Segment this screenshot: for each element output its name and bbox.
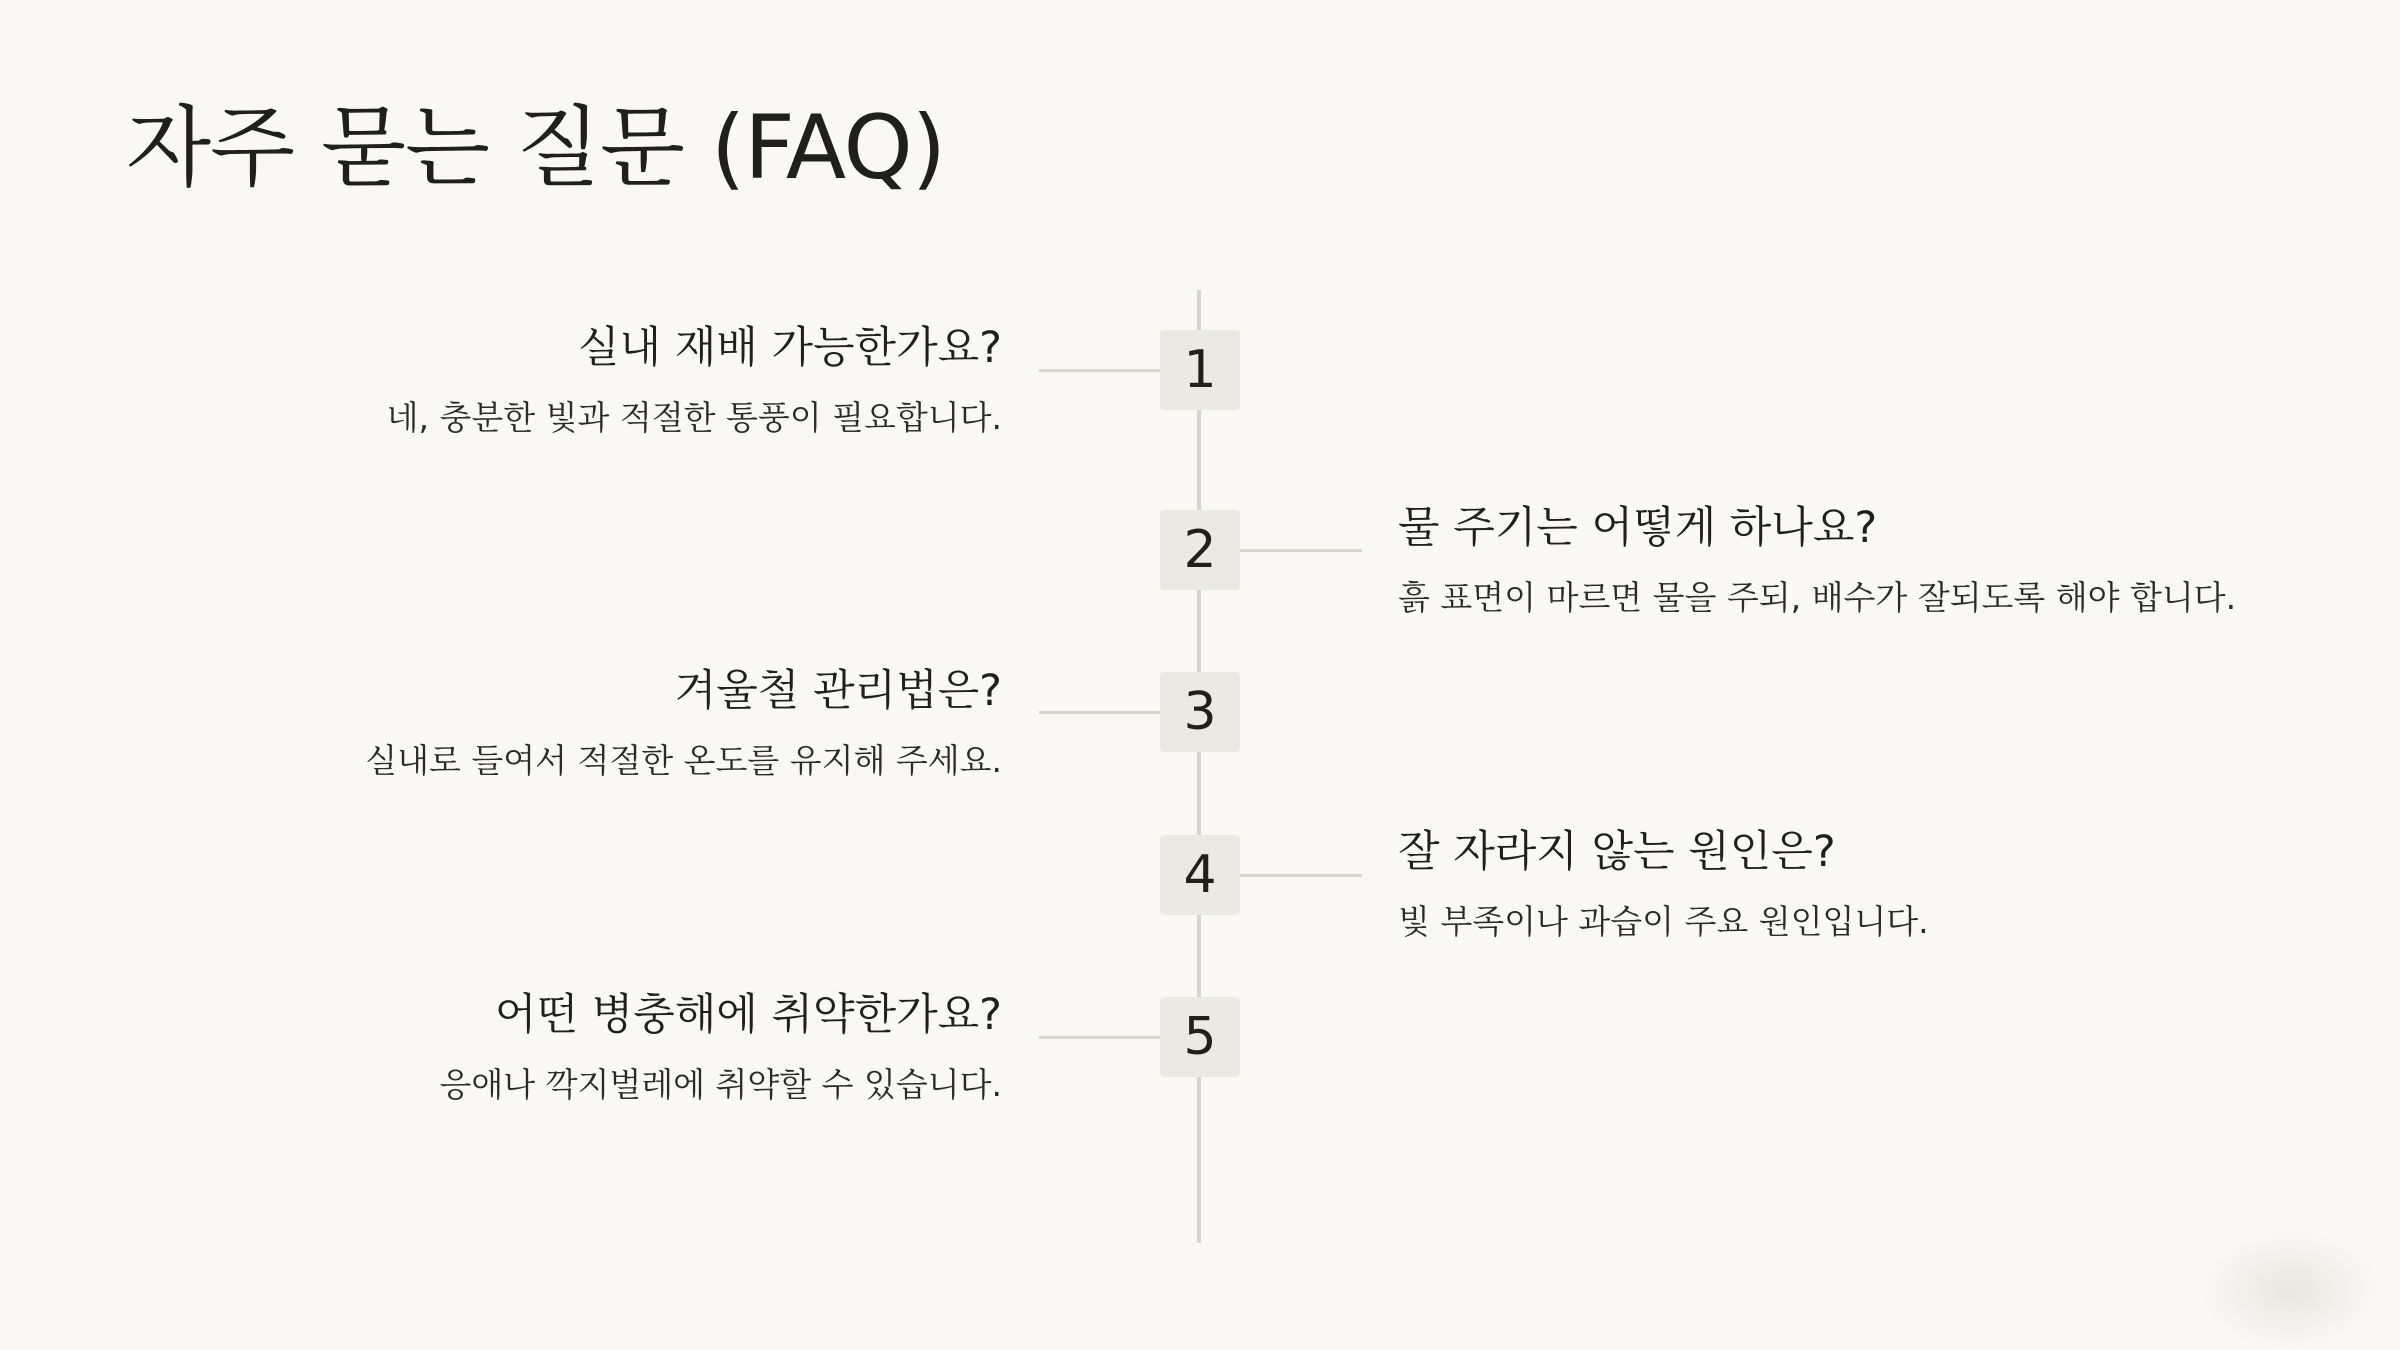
faq-answer-1: 네, 충분한 빛과 적절한 통풍이 필요합니다. bbox=[386, 398, 1002, 437]
faq-answer-3: 실내로 들여서 적절한 온도를 유지해 주세요. bbox=[365, 741, 1002, 780]
faq-question-1: 실내 재배 가능한가요? bbox=[577, 323, 1002, 373]
faq-answer-2: 흙 표면이 마르면 물을 주되, 배수가 잘되도록 해야 합니다. bbox=[1398, 578, 2237, 617]
faq-answer-4: 빛 부족이나 과습이 주요 원인입니다. bbox=[1398, 902, 1929, 941]
faq-number-5: 5 bbox=[1160, 997, 1240, 1077]
faq-item-1 bbox=[302, 320, 1002, 440]
faq-question-3: 겨울철 관리법은? bbox=[674, 666, 1002, 716]
connector-5 bbox=[1039, 1036, 1161, 1039]
faq-item-3 bbox=[302, 663, 1002, 783]
faq-number-2: 2 bbox=[1160, 510, 1240, 590]
faq-answer-5: 응애나 깍지벌레에 취약할 수 있습니다. bbox=[439, 1065, 1002, 1104]
connector-2 bbox=[1240, 549, 1362, 552]
connector-3 bbox=[1039, 711, 1161, 714]
faq-item-2 bbox=[1398, 500, 2298, 620]
connector-4 bbox=[1240, 874, 1362, 877]
timeline-line bbox=[1197, 290, 1201, 1243]
faq-number-4: 4 bbox=[1160, 835, 1240, 915]
faq-question-2: 물 주기는 어떻게 하나요? bbox=[1398, 503, 1878, 553]
faq-question-4: 잘 자라지 않는 원인은? bbox=[1398, 827, 1836, 877]
faq-number-1: 1 bbox=[1160, 330, 1240, 410]
page-title: 자주 묻는 질문 (FAQ) bbox=[126, 96, 946, 199]
connector-1 bbox=[1039, 369, 1161, 372]
corner-decoration bbox=[2200, 1230, 2380, 1350]
faq-item-5 bbox=[302, 987, 1002, 1107]
faq-number-3: 3 bbox=[1160, 672, 1240, 752]
faq-item-4 bbox=[1398, 824, 2298, 944]
faq-question-5: 어떤 병충해에 취약한가요? bbox=[494, 990, 1002, 1040]
